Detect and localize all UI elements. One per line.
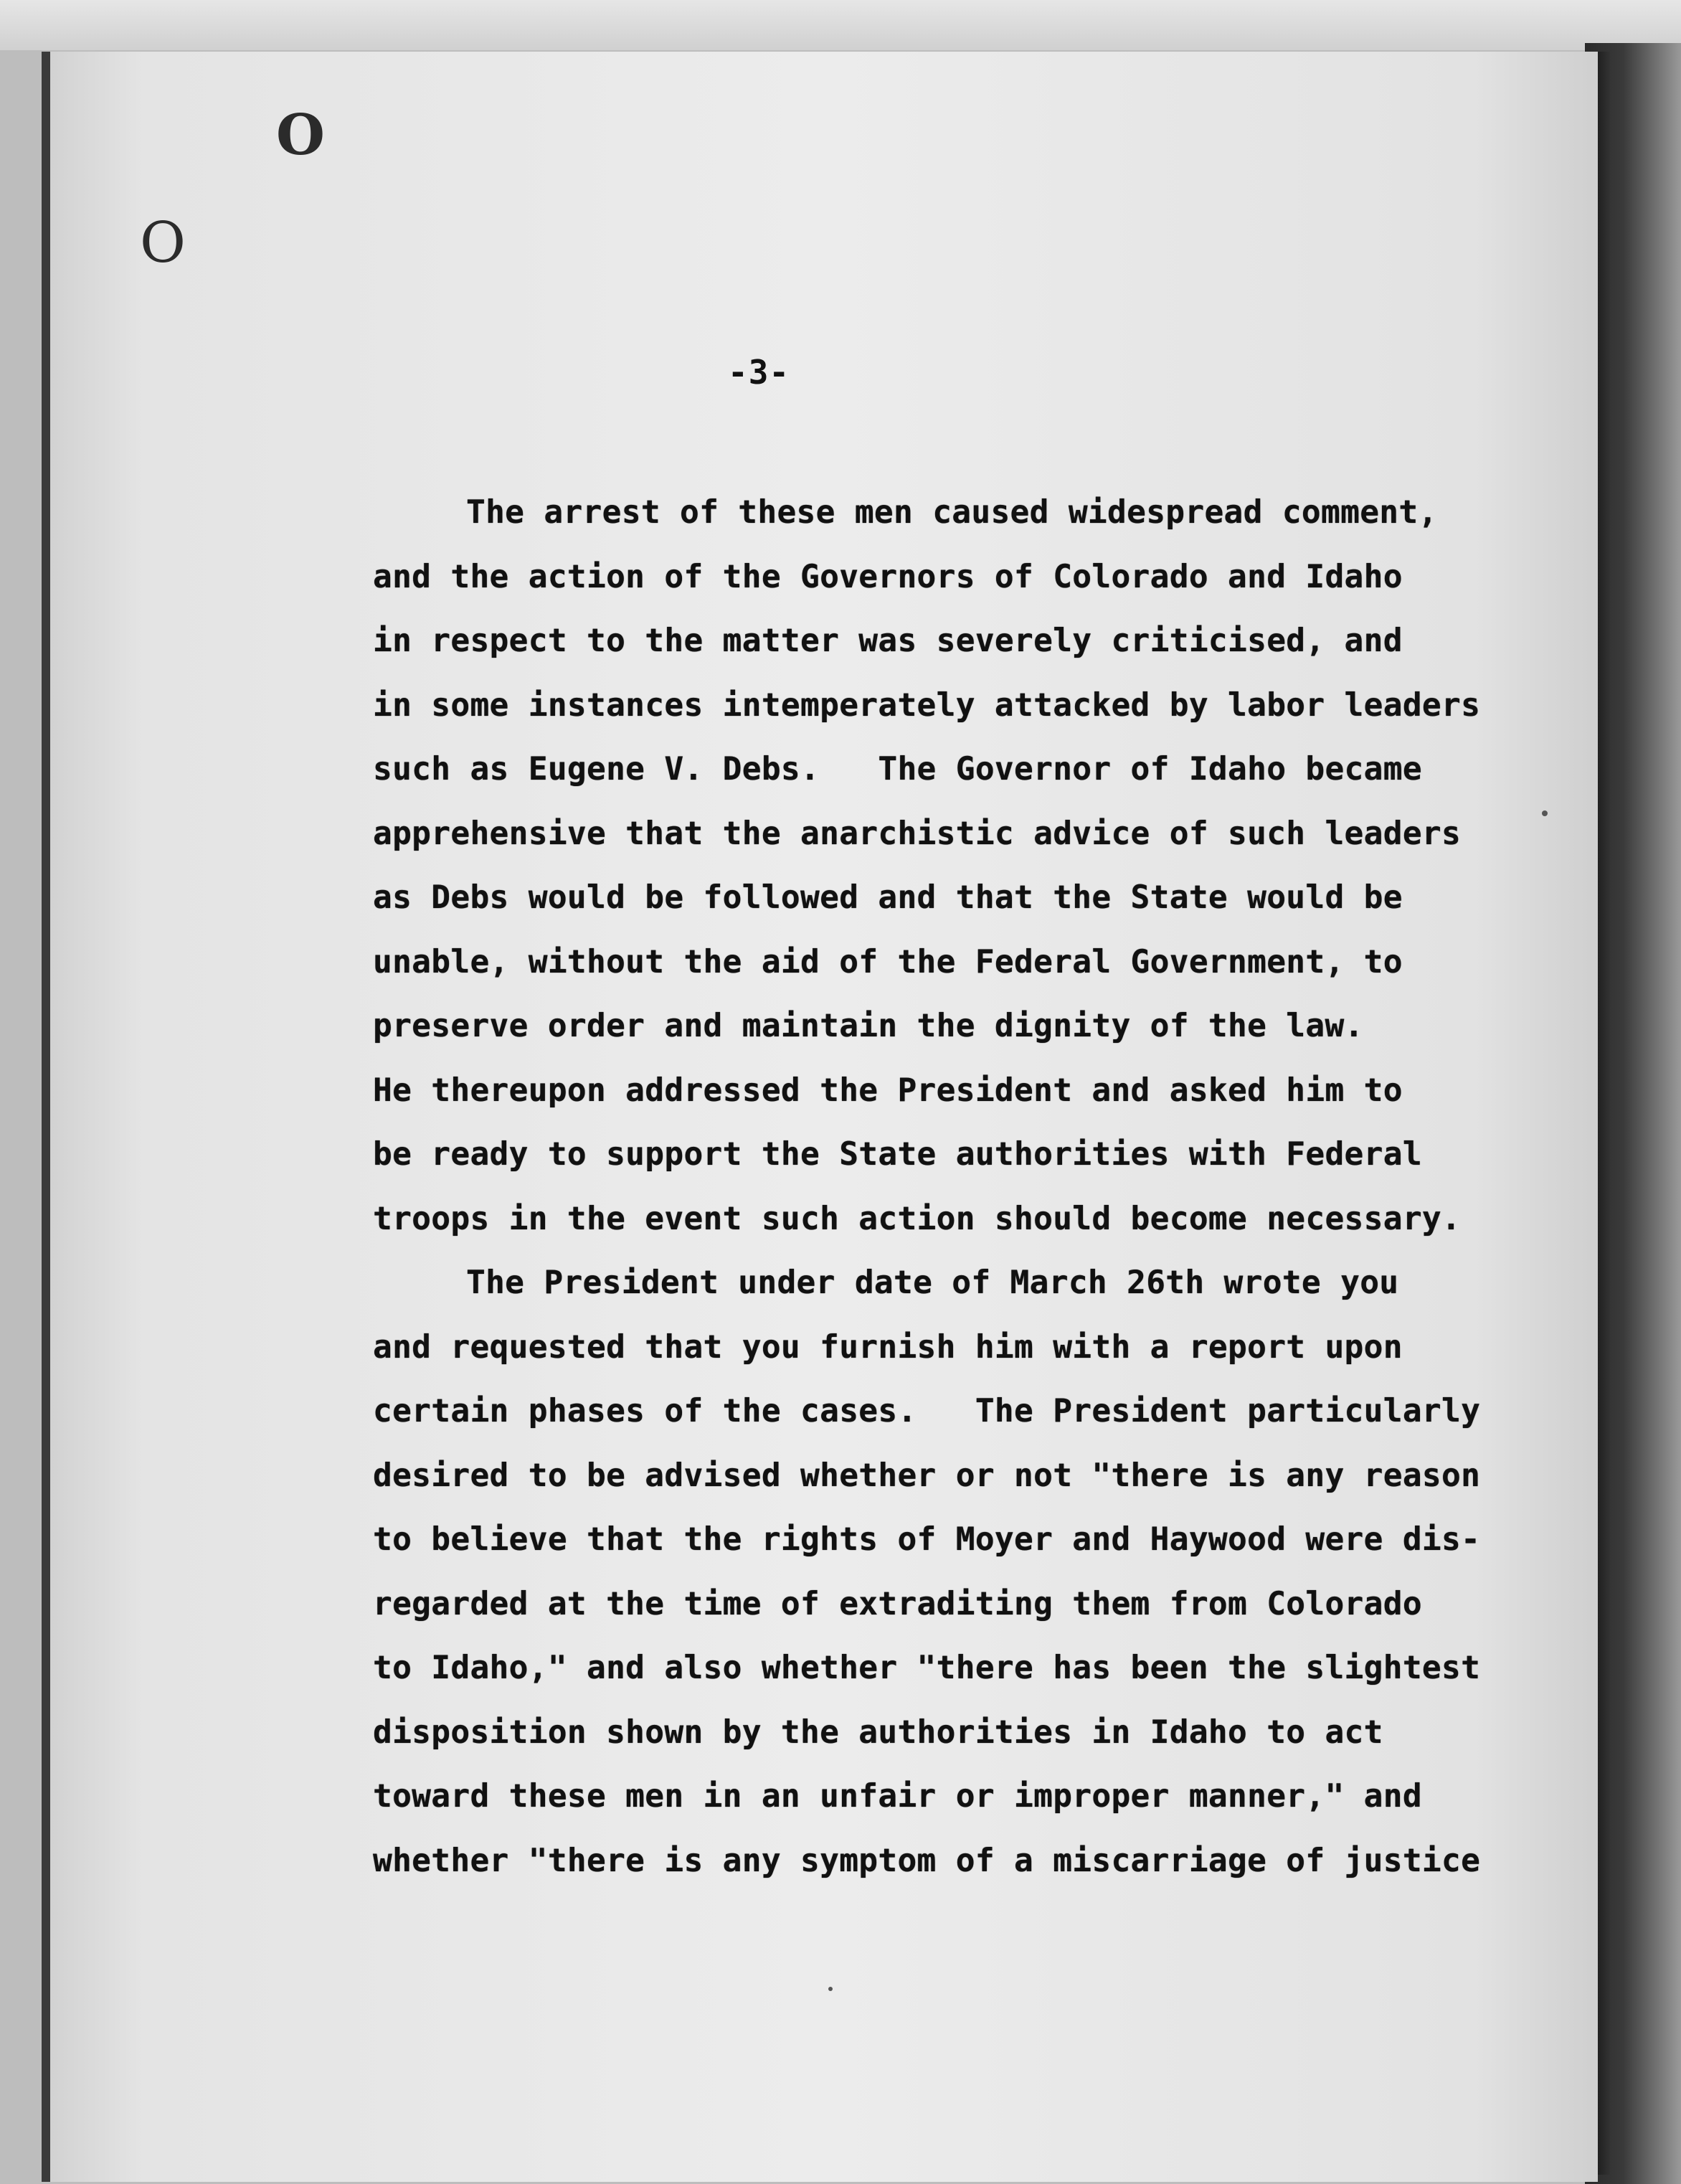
- text-line: to believe that the rights of Moyer and Haywood were dis-: [373, 1521, 1481, 1558]
- text-line: regarded at the time of extraditing them from Colorado: [373, 1585, 1422, 1622]
- text-line: in respect to the matter was severely criticised, and: [373, 623, 1403, 659]
- text-line: He thereupon addressed the President and asked him to: [373, 1072, 1403, 1109]
- text-line: as Debs would be followed and that the State would be: [373, 879, 1403, 916]
- punch-hole-mark: O: [140, 211, 186, 275]
- scan-backdrop-top: [0, 0, 1681, 50]
- text-line: disposition shown by the authorities in Idaho to act: [373, 1713, 1383, 1751]
- text-line: The arrest of these men caused widespread comment,: [466, 494, 1438, 531]
- text-line: whether "there is any symptom of a miscarriage of justice: [373, 1842, 1481, 1879]
- text-line: such as Eugene V. Debs. The Governor of Idaho became: [373, 751, 1422, 788]
- text-line: in some instances intemperately attacked by labor leaders: [373, 686, 1481, 724]
- punch-hole-mark: O: [276, 103, 325, 168]
- text-line: unable, without the aid of the Federal Government, to: [373, 943, 1403, 980]
- text-line: to Idaho," and also whether "there has been the slightest: [373, 1650, 1481, 1686]
- page-number: -3-: [728, 353, 790, 392]
- text-line: and the action of the Governors of Colorado and Idaho: [373, 558, 1403, 595]
- paragraph-2: [373, 1251, 1549, 1893]
- text-line: The President under date of March 26th wrote you: [466, 1264, 1399, 1301]
- text-line: be ready to support the State authorities with Federal: [373, 1136, 1422, 1173]
- letter-body: [373, 481, 1549, 1893]
- text-line: and requested that you furnish him with a report upon: [373, 1328, 1403, 1366]
- text-line: preserve order and maintain the dignity of the law.: [373, 1008, 1364, 1044]
- text-line: desired to be advised whether or not "there is any reason: [373, 1457, 1481, 1494]
- paragraph-1: [373, 481, 1549, 1251]
- text-line: toward these men in an unfair or improper manner," and: [373, 1778, 1422, 1815]
- text-line: certain phases of the cases. The President particularly: [373, 1393, 1481, 1429]
- scan-speck: [828, 1987, 833, 1991]
- text-line: apprehensive that the anarchistic advice of such leaders: [373, 815, 1462, 852]
- text-line: troops in the event such action should become necessary.: [373, 1200, 1462, 1237]
